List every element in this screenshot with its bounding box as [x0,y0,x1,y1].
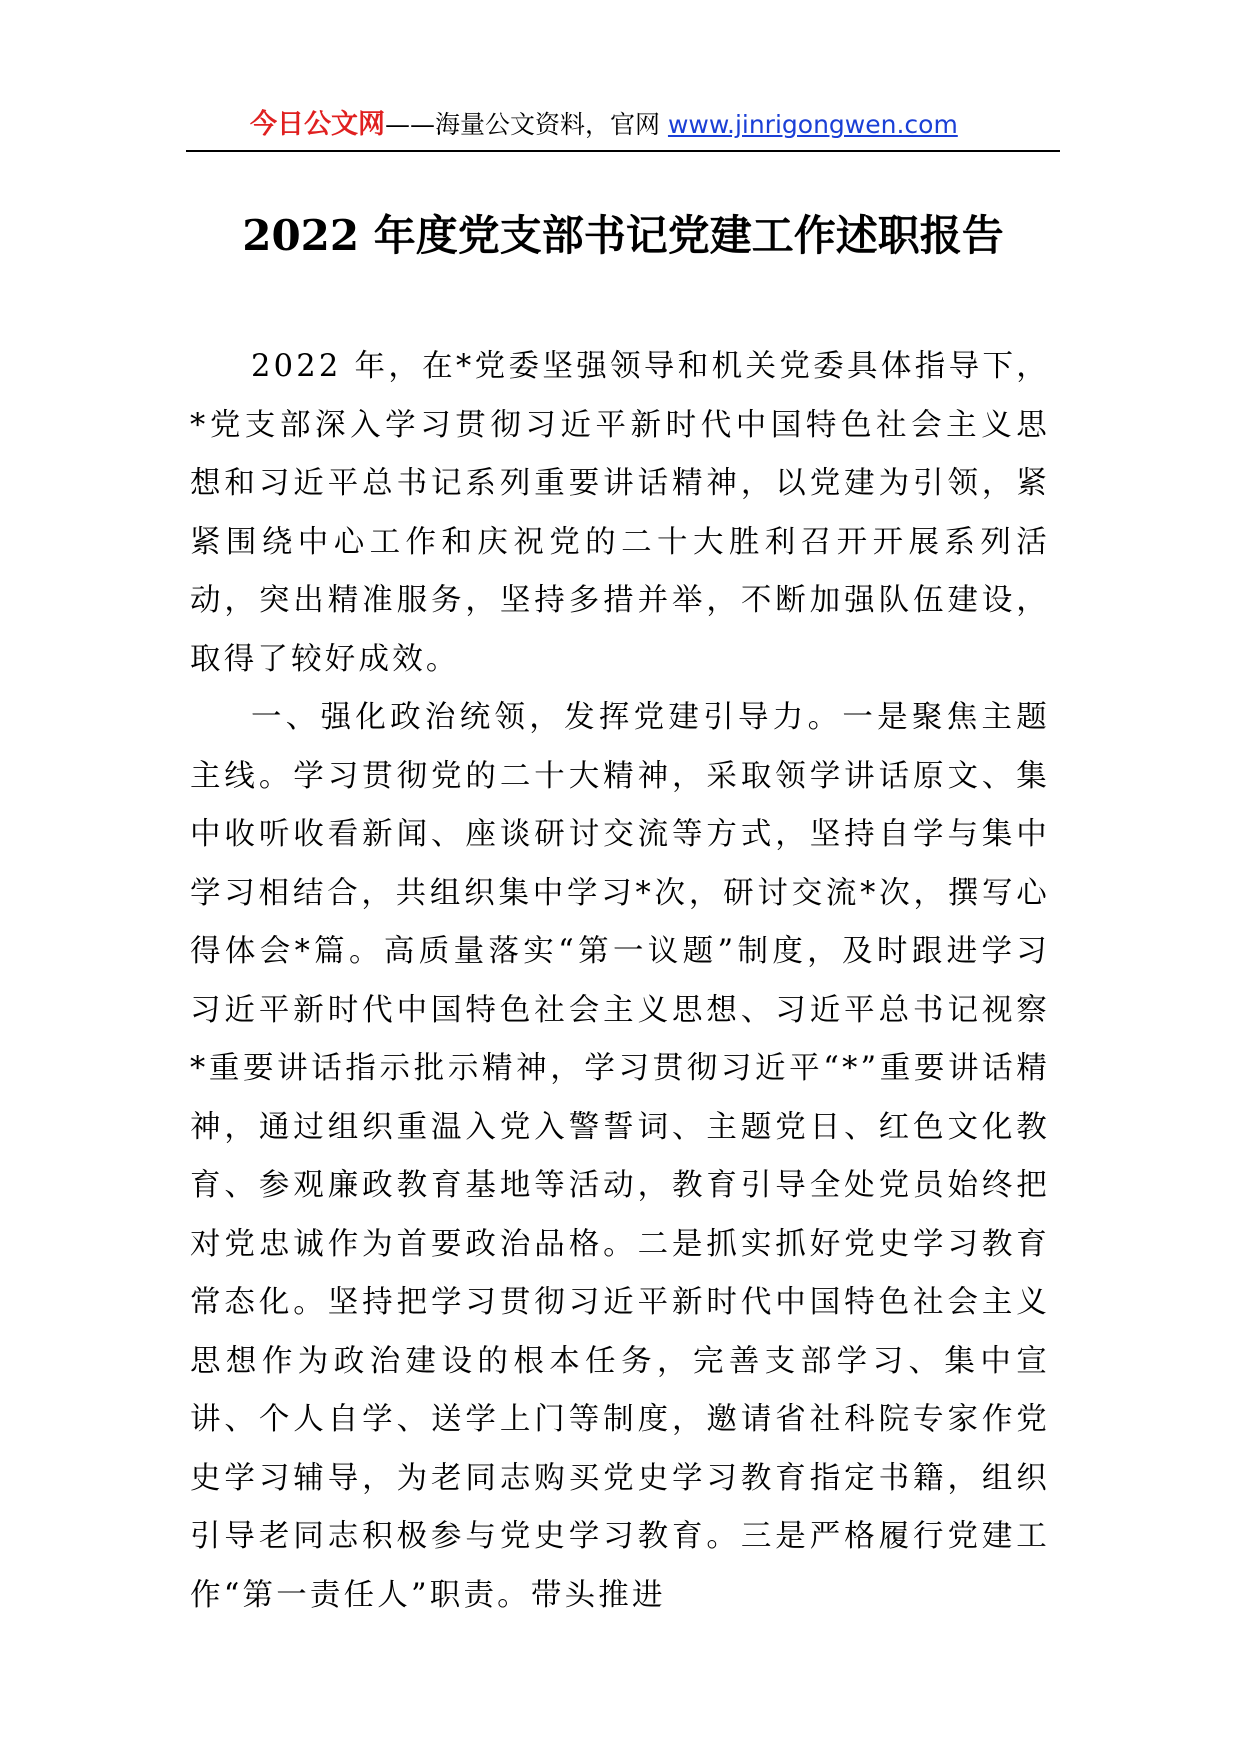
document-body [190,338,1050,1625]
paragraph-intro: 2022 年，在*党委坚强领导和机关党委具体指导下，*党支部深入学习贯彻习近平新时代中国特色社会主义思想和习近平总书记系列重要讲话精神，以党建为引领，紧紧围绕中心工作和庆祝党的二十大胜利召开开展系列活动，突出精准服务，坚持多措并举，不断加强队伍建设，取得了较好成效。 [190,349,1050,677]
page-header [186,104,1060,152]
document-title: 2022 年度党支部书记党建工作述职报告 [242,211,1004,260]
site-tagline: ——海量公文资料，官网 [385,110,668,139]
paragraph-section-one: 一、强化政治统领，发挥党建引导力。一是聚焦主题主线。学习贯彻党的二十大精神，采取领学讲话原文、集中收听收看新闻、座谈研讨交流等方式，坚持自学与集中学习相结合，共组织集中学习*次，研讨交流*次，撰写心得体会*篇。高质量落实“第一议题”制度，及时跟进学习习近平新时代中国特色社会主义思想、习近平总书记视察*重要讲话指示批示精神，学习贯彻习近平“*”重要讲话精神，通过组织重温入党入警誓词、主题党日、红色文化教育、参观廉政教育基地等活动，教育引导全处党员始终把对党忠诚作为首要政治品格。二是抓实抓好党史学习教育常态化。坚持把学习贯彻习近平新时代中国特色社会主义思想作为政治建设的根本任务，完善支部学习、集中宣讲、个人自学、送学上门等制度，邀请省社科院专家作党史学习辅导，为老同志购买党史学习教育指定书籍，组织引导老同志积极参与党史学习教育。三是严格履行党建工作“第一责任人”职责。带头推进 [190,700,1050,1613]
site-brand: 今日公文网 [250,109,385,140]
header-line [250,108,958,142]
site-url-link[interactable]: www.jinrigongwen.com [667,110,958,139]
